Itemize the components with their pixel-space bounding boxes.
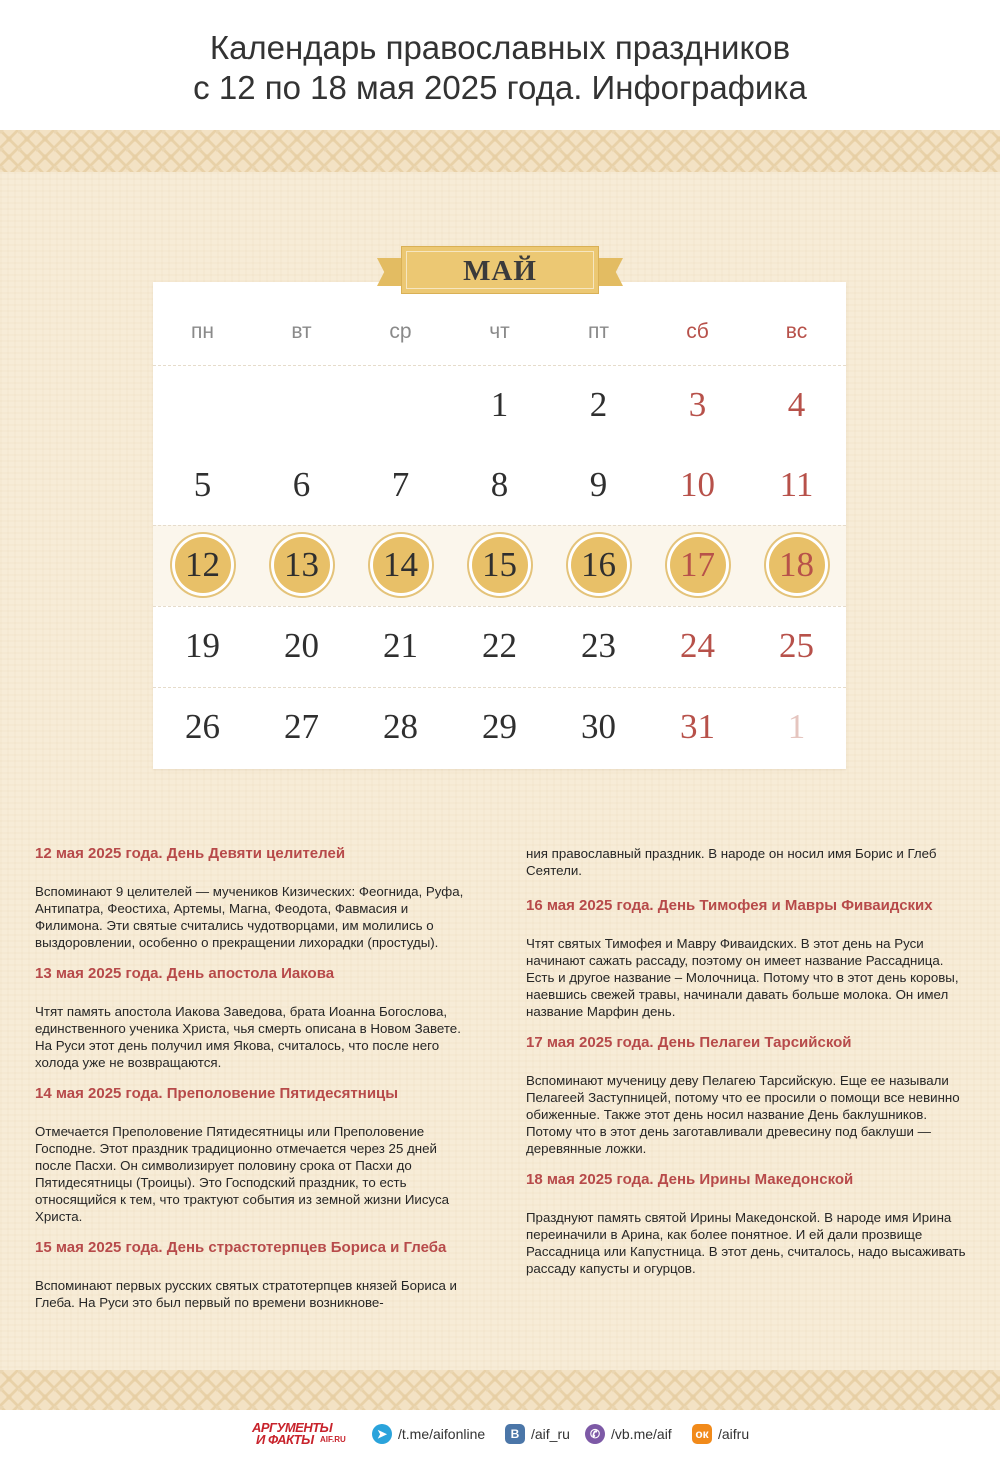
holiday-text: Вспоминают мученицу деву Пелагею Тарсийскую. Еще ее называли Пелагеей Заступницей, потому что ее просили о помощи все невинно обиженные. Также этот день носил название День баклушников. Потому что в этот день заготавливали древесину под баклуши — деревянные ложки. (526, 1073, 960, 1156)
highlighted-day (252, 545, 351, 593)
calendar-day: 3 (688, 385, 707, 424)
calendar-day: 24 (680, 626, 715, 665)
holiday-text: Чтят святых Тимофея и Мавру Фиваидских. В этот день на Руси начинают сажать рассаду, поэтому он имеет название Рассадница. Есть и другое название – Молочница. Потому что в этот день коровы, наевшись свежей травы, начинали давать больше молока. Он имел название Марфин день. (526, 936, 959, 1019)
day-highlight-circle: 18 (769, 537, 825, 593)
calendar (153, 282, 846, 769)
calendar-day: 9 (589, 465, 608, 504)
weekday-сб: сб (686, 320, 709, 343)
vk-link-label: /aif_ru (531, 1426, 570, 1442)
viber-link-label: /vb.me/aif (611, 1426, 672, 1442)
calendar-day: 10 (680, 465, 715, 504)
weekday-чт: чт (489, 320, 510, 343)
highlighted-day (648, 545, 747, 593)
calendar-day: 2 (589, 385, 608, 424)
holiday-text: Вспоминают первых русских святых стратотерпцев князей Бориса и Глеба. На Руси это был первый по времени возникнове- (35, 1278, 457, 1310)
viber-icon: ✆ (585, 1424, 605, 1444)
month-ribbon (377, 246, 623, 296)
logo-line1: АРГУМЕНТЫ (252, 1420, 333, 1435)
holiday-text: ния православный праздник. В народе он носил имя Борис и Глеб Сеятели. (526, 846, 937, 878)
holiday-entry (35, 1239, 475, 1311)
holiday-text: Отмечается Преполовение Пятидесятницы или Преполовение Господне. Этот праздник традиционно отмечается через 25 дней после Пасхи. Он символизирует половину срока от Пасхи до Пятидесятницы (Троицы). Это Господский праздник, то есть относящийся к тем, что трактуют события из земной жизни Иисуса Христа. (35, 1124, 450, 1224)
calendar-day: 5 (193, 465, 212, 504)
highlighted-day (351, 545, 450, 593)
day-highlight-circle: 12 (175, 537, 231, 593)
highlighted-day (747, 545, 846, 593)
footer (0, 1410, 1000, 1461)
calendar-day: 4 (787, 385, 806, 424)
day-highlight-circle: 17 (670, 537, 726, 593)
holiday-text: Чтят память апостола Иакова Заведова, брата Иоанна Богослова, единственного ученика Христа, чья смерть описана в Новом Завете. На Руси этот день получил имя Якова, считалось, что после него холода уже не возвращаются. (35, 1004, 461, 1070)
telegram-icon: ➤ (372, 1424, 392, 1444)
weekday-пн: пн (191, 320, 214, 343)
holiday-title: 15 мая 2025 года. День страстотерпцев Бориса и Глеба (35, 1239, 447, 1256)
holiday-entry (526, 1034, 966, 1157)
week-separator (153, 687, 846, 688)
calendar-day: 21 (383, 626, 418, 665)
week-separator (153, 525, 846, 526)
page-title-line2: с 12 по 18 мая 2025 года. Инфографика (193, 69, 807, 106)
odnoklassniki-link[interactable] (692, 1423, 749, 1445)
calendar-day: 23 (581, 626, 616, 665)
calendar-day: 31 (680, 707, 715, 746)
calendar-day: 26 (185, 707, 220, 746)
day-highlight-circle: 14 (373, 537, 429, 593)
week-separator (153, 606, 846, 607)
page-header (0, 0, 1000, 130)
holiday-text: Вспоминают 9 целителей — мучеников Кизических: Феогнида, Руфа, Антипатра, Феостиха, Артемы, Магна, Феодота, Фавмасия и Филимона. Эти святые считались чудотворцами, им молились о выздоровлении, особенно о прекращении лихорадки (простуды). (35, 884, 464, 950)
calendar-day: 1 (490, 385, 509, 424)
logo-line3: AIF.RU (320, 1435, 346, 1444)
ribbon-banner (401, 246, 599, 294)
highlighted-day (549, 545, 648, 593)
holiday-text-continued (526, 845, 966, 879)
holiday-entry (35, 1085, 475, 1225)
holiday-title: 16 мая 2025 года. День Тимофея и Мавры Фиваидских (526, 897, 933, 914)
top-ornament-border (0, 130, 1000, 172)
viber-link[interactable] (585, 1423, 672, 1445)
aif-logo[interactable] (252, 1422, 360, 1452)
month-label: МАЙ (463, 255, 537, 287)
telegram-link[interactable] (372, 1423, 485, 1445)
calendar-day: 20 (284, 626, 319, 665)
calendar-day: 6 (292, 465, 311, 504)
highlighted-day (450, 545, 549, 593)
bottom-ornament-border (0, 1370, 1000, 1410)
highlighted-day (153, 545, 252, 593)
holiday-entry (35, 965, 475, 1071)
weekday-вт: вт (291, 320, 312, 343)
telegram-link-label: /t.me/aifonline (398, 1426, 486, 1442)
week-separator (153, 365, 846, 366)
calendar-day: 25 (779, 626, 814, 665)
calendar-day: 28 (383, 707, 418, 746)
day-highlight-circle: 15 (472, 537, 528, 593)
vk-icon: В (505, 1424, 525, 1444)
calendar-day: 1 (787, 707, 806, 746)
calendar-day: 8 (490, 465, 509, 504)
vk-link[interactable] (505, 1423, 570, 1445)
calendar-day: 29 (482, 707, 517, 746)
page-title-line1: Календарь православных праздников (209, 29, 791, 66)
calendar-day: 7 (391, 465, 410, 504)
page-title (0, 0, 1000, 108)
day-highlight-circle: 13 (274, 537, 330, 593)
holiday-title: 17 мая 2025 года. День Пелагеи Тарсийской (526, 1034, 852, 1051)
holidays-column-left (35, 845, 475, 1325)
holiday-title: 12 мая 2025 года. День Девяти целителей (35, 845, 346, 862)
holiday-title: 14 мая 2025 года. Преполовение Пятидесятницы (35, 1085, 399, 1102)
weekday-ср: ср (389, 320, 412, 343)
calendar-day: 30 (581, 707, 616, 746)
calendar-day: 19 (185, 626, 220, 665)
weekday-вс: вс (785, 320, 808, 343)
holiday-title: 13 мая 2025 года. День апостола Иакова (35, 965, 335, 982)
holiday-title: 18 мая 2025 года. День Ирины Македонской (526, 1171, 854, 1188)
calendar-day: 22 (482, 626, 517, 665)
calendar-day: 27 (284, 707, 319, 746)
day-highlight-circle: 16 (571, 537, 627, 593)
weekday-пт: пт (588, 320, 609, 343)
holiday-entry (526, 1171, 966, 1277)
odnoklassniki-link-label: /aifru (718, 1426, 750, 1442)
holiday-entry (526, 897, 966, 1020)
holiday-entry (35, 845, 475, 951)
holiday-text: Празднуют память святой Ирины Македонской. В народе имя Ирина переиначили в Арина, как более понятное. И ей дали прозвище Рассадница или Капустница. В этот день, считалось, надо высаживать рассаду капусты и огурцов. (526, 1210, 966, 1276)
logo-line2: И ФАКТЫ (256, 1432, 314, 1447)
holidays-column-right (526, 845, 966, 1291)
calendar-day: 11 (779, 465, 814, 504)
odnoklassniki-icon: ок (692, 1424, 712, 1444)
